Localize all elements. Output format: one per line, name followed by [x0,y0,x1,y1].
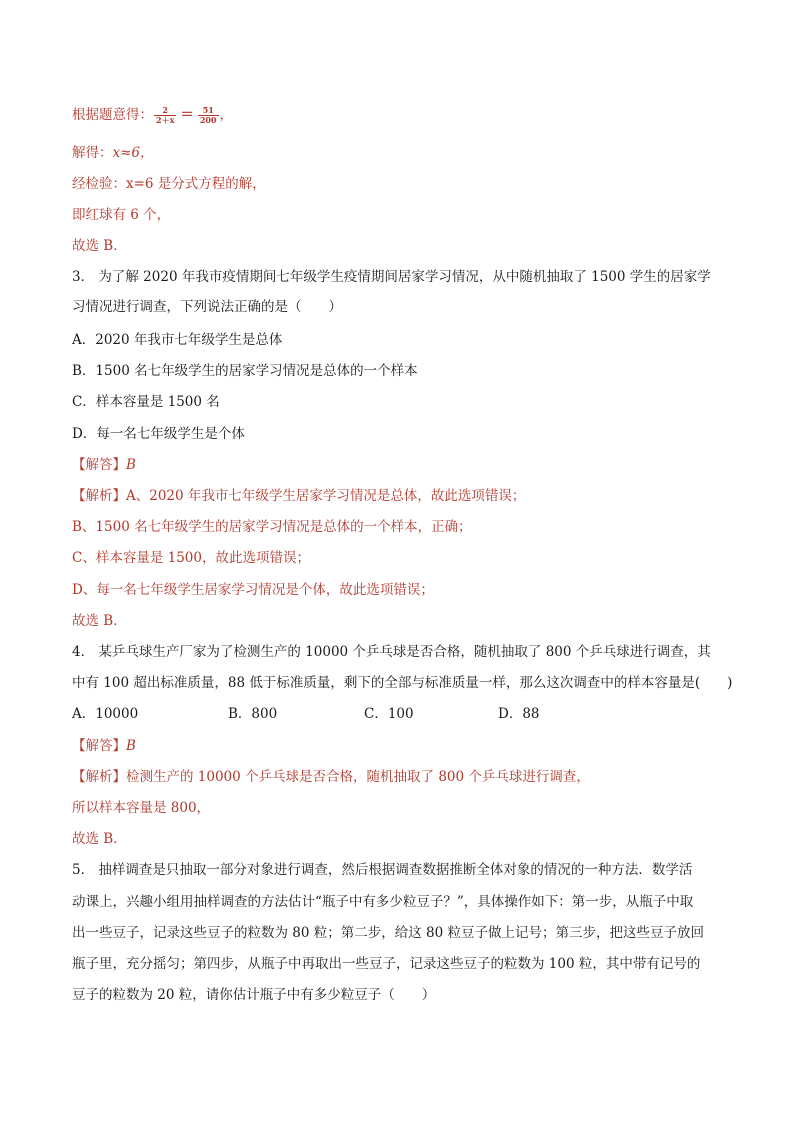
q5-stem-line-4: 瓶子里，充分摇匀；第四步，从瓶子中再取出一些豆子，记录这些豆子的粒数为 100 粒，其中带有记号的 [72,956,701,972]
q4-analysis-line-1 [72,768,590,786]
q4-stem-line-1: 4． 某乒乓球生产厂家为了检测生产的 10000 个乒乓球是否合格，随机抽取了 800 个乒乓球进行调查，其 [72,644,711,660]
q3-stem-line-1: 3． 为了解 2020 年我市疫情期间七年级学生疫情期间居家学习情况，从中随机抽取了 1500 学生的居家学 [72,269,711,285]
q2-check-line [72,175,266,193]
q2-equation-prefix: 根据题意得： [72,107,153,123]
q2-fraction-right-den: 200 [199,115,217,125]
q4-option-a: A．10000 [72,706,139,722]
q2-fraction-right-num: 51 [198,106,219,116]
q2-check-label: 经检验： [72,176,126,192]
q2-fraction-right [198,106,219,125]
q4-answer-label: 【解答】 [72,738,126,754]
q2-fraction-left-num: 2 [154,106,176,116]
q2-conclusion: 故选 B． [72,238,127,254]
q3-option-a: A．2020 年我市七年级学生是总体 [72,332,283,348]
q3-stem-line-2: 习情况进行调查，下列说法正确的是（ ） [72,299,342,315]
q3-option-b: B．1500 名七年级学生的居家学习情况是总体的一个样本 [72,363,418,379]
q3-option-c: C．样本容量是 1500 名 [72,394,220,410]
q3-option-d: D．每一名七年级学生是个体 [72,426,245,442]
q2-result-line: 即红球有 6 个， [72,207,171,223]
q4-stem-line-2: 中有 100 超出标准质量，88 低于标准质量，剩下的全部与标准质量一样，那么这次调查中的样本容量是( ) [72,675,733,691]
q2-equation-suffix: ， [219,107,234,123]
q3-answer-label: 【解答】 [72,457,126,473]
q4-option-c: C．100 [364,706,414,722]
q5-stem-line-3: 出一些豆子，记录这些豆子的粒数为 80 粒；第二步，给这 80 粒豆子做上记号；第三步，把这些豆子放回 [72,925,705,941]
q2-solve-label: 解得： [72,145,113,161]
q3-answer-value: B [126,457,136,473]
q3-analysis-line-1 [72,487,525,505]
q3-analysis-line-4: D、每一名七年级学生居家学习情况是个体，故此选项错误； [72,582,434,598]
q3-conclusion: 故选 B． [72,613,127,629]
q5-stem-line-2: 动课上，兴趣小组用抽样调查的方法估计“瓶子中有多少粒豆子？”，具体操作如下：第一步，从瓶子中取 [72,894,694,910]
q3-analysis-line-3: C、样本容量是 1500，故此选项错误； [72,550,310,566]
q2-solve-value: x≈6， [112,145,154,161]
q3-answer-line [72,456,136,474]
q2-equals-sign: ＝ [180,107,194,123]
q2-fraction-left [154,106,176,125]
q3-analysis-label: 【解析】 [72,488,126,504]
q5-stem-line-5: 豆子的粒数为 20 粒，请你估计瓶子中有多少粒豆子（ ） [72,987,436,1003]
q4-analysis-line-2: 所以样本容量是 800， [72,800,211,816]
q3-analysis-line-2: B、1500 名七年级学生的居家学习情况是总体的一个样本，正确； [72,519,472,535]
q4-answer-value: B [126,738,136,754]
q2-fraction-left-den: 2＋x [156,115,175,125]
q4-option-b: B．800 [228,706,278,722]
q4-analysis-label: 【解析】 [72,769,126,785]
q4-analysis-text-1: 检测生产的 10000 个乒乓球是否合格，随机抽取了 800 个乒乓球进行调查， [126,769,590,785]
q4-answer-line [72,737,136,755]
q4-conclusion: 故选 B． [72,831,127,847]
q2-solve-line [72,144,154,162]
q2-equation-line [72,106,233,125]
q5-stem-line-1: 5． 抽样调查是只抽取一部分对象进行调查，然后根据调查数据推断全体对象的情况的一种方法．数学活 [72,862,693,878]
q2-check-value: x=6 是分式方程的解， [126,176,266,192]
q3-analysis-text-1: A、2020 年我市七年级学生居家学习情况是总体，故此选项错误； [126,488,526,504]
q4-option-d: D．88 [498,706,540,722]
